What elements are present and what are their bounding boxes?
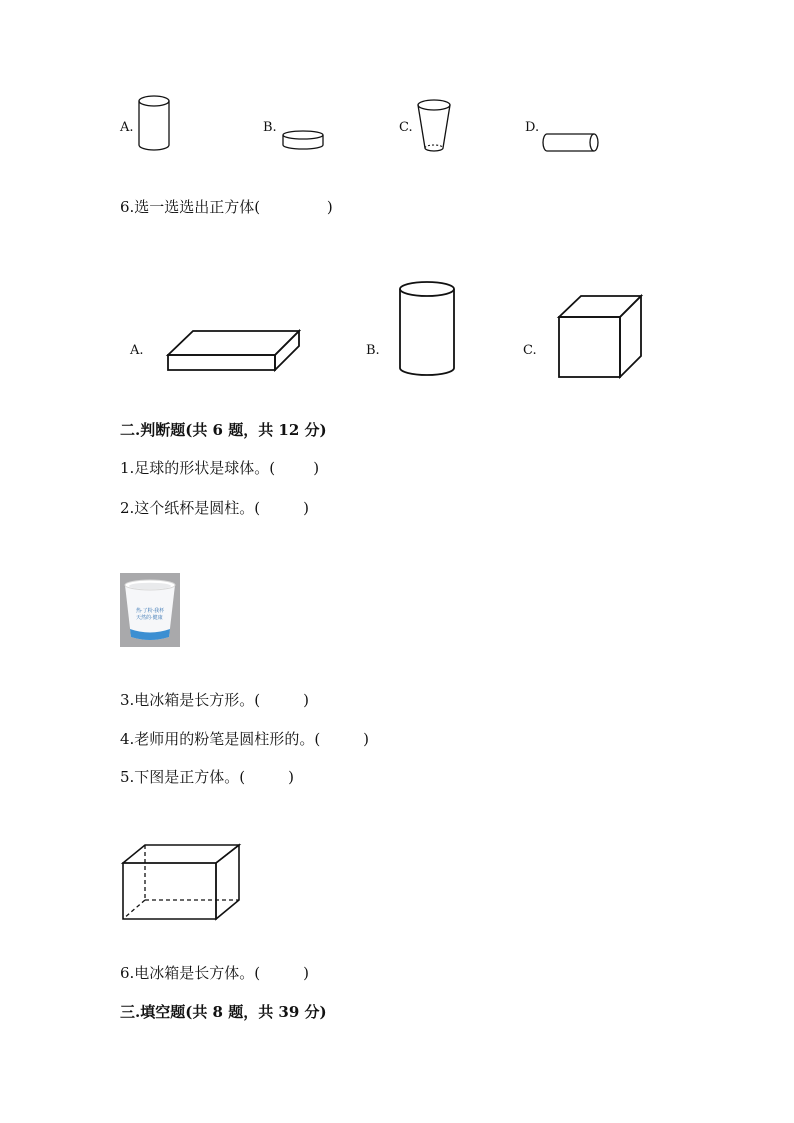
q6-option-b-label: B. (366, 343, 380, 358)
tall-cylinder-icon (136, 95, 176, 155)
judgement-item-1: 1.足球的形状是球体。( ) (120, 459, 320, 477)
horizontal-cylinder-icon (541, 130, 611, 160)
option-b-label: B. (263, 120, 277, 135)
judgement-item-6: 6.电冰箱是长方体。( ) (120, 964, 309, 982)
flat-disc-cylinder-icon (280, 129, 330, 154)
cylinder-icon (398, 280, 460, 380)
cup-frustum-icon (416, 98, 456, 158)
cube-icon (557, 294, 647, 384)
paper-cup-photo-icon (120, 573, 180, 647)
judgement-item-2: 2.这个纸杯是圆柱。( ) (120, 499, 309, 517)
q6-option-c-label: C. (523, 343, 537, 358)
cup-print-line-2: 天然的·健康 (136, 615, 163, 621)
q6-option-a-label: A. (130, 343, 144, 358)
dashed-cuboid-icon (121, 844, 246, 924)
option-d-label: D. (525, 120, 540, 135)
option-c-label: C. (399, 120, 413, 135)
question-6-text: 6.选一选选出正方体( ) (120, 198, 333, 216)
judgement-item-3: 3.电冰箱是长方形。( ) (120, 691, 309, 709)
judgement-item-4: 4.老师用的粉笔是圆柱形的。( ) (120, 730, 369, 748)
option-a-label: A. (120, 120, 134, 135)
cup-print-line-1: 热·了粉·我杯 (136, 608, 165, 614)
flat-cuboid-icon (166, 328, 306, 373)
section-2-heading: 二.判断题(共 6 题，共 12 分) (120, 421, 327, 439)
section-3-heading: 三.填空题(共 8 题，共 39 分) (120, 1003, 327, 1021)
judgement-item-5: 5.下图是正方体。( ) (120, 768, 294, 786)
